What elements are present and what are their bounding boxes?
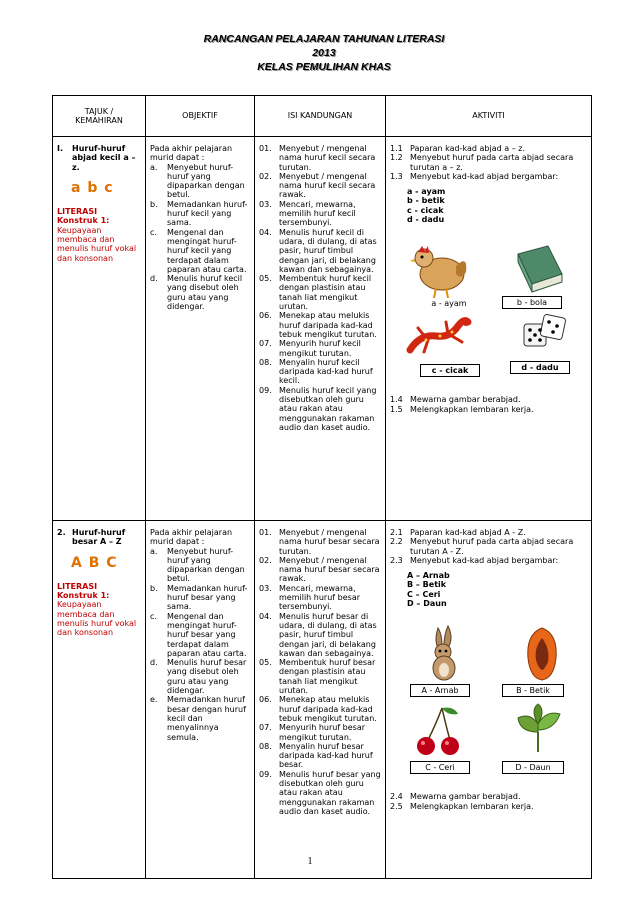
construct-description: Keupayaan membaca dan menulis huruf vokal dan konsonan	[57, 600, 137, 638]
list-item: 01. Menyebut / mengenal nama huruf besar secara turutan.	[259, 528, 380, 556]
list-item: e. Memadankan huruf besar dengan huruf kecil dan menyalinnya semula.	[150, 695, 246, 742]
document-title-line-1: RANCANGAN PELAJARAN TAHUNAN LITERASI	[203, 33, 445, 45]
list-item: 02. Menyebut / mengenal nama huruf kecil secara rawak.	[259, 171, 376, 200]
header-topic: TAJUK / KEMAHIRAN	[53, 96, 146, 137]
list-item: a. Menyebut huruf-huruf yang dipaparkan dengan betul.	[150, 546, 245, 584]
list-item: 2.2 Menyebut huruf pada carta abjad secara turutan A - Z.	[390, 537, 574, 556]
activity-cell	[386, 521, 592, 879]
objective-cell	[146, 521, 255, 879]
page-number: 1	[307, 856, 313, 867]
chicken-icon	[410, 244, 470, 300]
leaf-icon	[514, 702, 564, 756]
cherry-icon	[414, 704, 464, 758]
caption-card: A - Arnab	[410, 684, 470, 697]
header-activity: AKTIVITI	[386, 96, 592, 137]
construct-title: LITERASI	[57, 581, 98, 591]
list-item: 08. Menyalin huruf kecil daripada kad-kad huruf kecil.	[259, 357, 373, 386]
list-item: 03. Mencari, mewarna, memilih huruf besar tersembunyi.	[259, 583, 361, 612]
papaya-icon	[522, 624, 562, 682]
list-item: 01. Menyebut / mengenal nama huruf kecil secara turutan.	[259, 144, 376, 172]
list-item: 05. Membentuk huruf kecil dengan plastisin atau tanah liat mengikut urutan.	[259, 274, 372, 312]
caption-card: c - cicak	[420, 364, 480, 377]
list-item: 2.1 Paparan kad-kad abjad A - Z.	[390, 528, 526, 537]
document-title-line-3: KELAS PEMULIHAN KHAS	[257, 61, 391, 73]
caption-card: C - Ceri	[410, 761, 470, 774]
list-item: 07. Menyurih huruf besar mengikut turutan.	[259, 723, 366, 742]
dice-icon	[522, 314, 568, 356]
lesson-plan-table	[52, 95, 592, 879]
caption-card: b - bola	[502, 296, 562, 309]
list-item: 2.3 Menyebut kad-kad abjad bergambar:	[390, 555, 559, 565]
list-item: 06. Menekap atau melukis huruf daripada kad-kad tebuk mengikut turutan.	[259, 695, 377, 723]
book-icon	[512, 244, 568, 296]
content-cell	[255, 521, 386, 879]
construct-description: Keupayaan membaca dan menulis huruf vokal dan konsonan	[57, 225, 137, 263]
caption-card: a - ayam	[424, 298, 474, 309]
list-item: 1.3 Menyebut kad-kad abjad bergambar:	[390, 171, 559, 181]
list-item: 04. Menulis huruf kecil di udara, di dulang, di atas pasir, huruf timbul dengan jari, di belakang kawan dan sebagainya.	[259, 227, 377, 274]
objective-intro: Pada akhir pelajaran murid dapat :	[150, 528, 233, 547]
list-item: 04. Menulis huruf besar di udara, di dulang, di atas pasir, huruf timbul dengan jari, di belakang kawan dan sebagainya.	[259, 611, 377, 658]
construct-name: Konstruk 1:	[57, 216, 110, 226]
list-item: 2.4 Mewarna gambar berabjad.	[390, 792, 521, 802]
caption-card: d - dadu	[510, 361, 570, 374]
list-item: 1.5 Melengkapkan lembaran kerja.	[390, 404, 534, 414]
table-row	[53, 521, 592, 879]
topic-number: I.	[57, 144, 64, 153]
caption-card: B - Betik	[502, 684, 564, 697]
list-item: 07. Menyurih huruf kecil mengikut turutan.	[259, 339, 361, 358]
list-item: a. Menyebut huruf-huruf yang dipaparkan dengan betul.	[150, 162, 245, 200]
list-item: 09. Menulis huruf kecil yang disebutkan oleh guru atau rakan atau menggunakan rakaman audio dan kaset audio.	[259, 385, 377, 432]
list-item: d. Menulis huruf besar yang disebut oleh guru atau yang didengar.	[150, 658, 247, 696]
list-item: c. Mengenal dan mengingat huruf-huruf besar yang terdapat dalam paparan atau carta.	[150, 611, 247, 658]
header-objective: OBJEKTIF	[146, 96, 255, 137]
picture-cards	[390, 234, 587, 389]
table-row	[53, 137, 592, 521]
list-item: c. Mengenal dan mengingat huruf-huruf kecil yang terdapat dalam paparan atau carta.	[150, 227, 247, 274]
table-header-row	[53, 96, 592, 137]
list-item: 03. Mencari, mewarna, memilih huruf kecil tersembunyi.	[259, 199, 356, 228]
objective-intro: Pada akhir pelajaran murid dapat :	[150, 144, 233, 163]
topic-letters: A B C	[71, 554, 118, 571]
construct-title: LITERASI	[57, 207, 98, 217]
rabbit-icon	[426, 624, 462, 682]
picture-cards	[390, 618, 587, 778]
construct-name: Konstruk 1:	[57, 591, 110, 601]
objective-cell	[146, 137, 255, 521]
document-title-line-2: 2013	[312, 47, 336, 59]
picture-pairs: a - ayam b - betik c - cicak d - dadu	[407, 187, 446, 225]
topic-cell	[53, 521, 146, 879]
list-item: 1.2 Menyebut huruf pada carta abjad secara turutan a – z.	[390, 153, 574, 172]
list-item: 1.1 Paparan kad-kad abjad a – z.	[390, 144, 525, 153]
list-item: 2.5 Melengkapkan lembaran kerja.	[390, 801, 534, 811]
topic-title: Huruf-huruf abjad kecil a – z.	[72, 144, 136, 172]
list-item: 06. Menekap atau melukis huruf daripada kad-kad tebuk mengikut turutan.	[259, 311, 377, 339]
header-content: ISI KANDUNGAN	[255, 96, 386, 137]
list-item: b. Memadankan huruf-huruf besar yang sama.	[150, 583, 248, 612]
list-item: 1.4 Mewarna gambar berabjad.	[390, 395, 521, 405]
picture-pairs: A – Arnab B – Betik C – Ceri D – Daun	[407, 571, 450, 609]
list-item: 02. Menyebut / mengenal nama huruf besar secara rawak.	[259, 555, 380, 584]
gecko-icon	[406, 312, 472, 360]
list-item: 08. Menyalin huruf besar daripada kad-kad huruf besar.	[259, 741, 373, 770]
list-item: 09. Menulis huruf besar yang disebutkan oleh guru atau rakan atau menggunakan rakaman audio dan kaset audio.	[259, 769, 381, 816]
list-item: d. Menulis huruf kecil yang disebut oleh guru atau yang didengar.	[150, 274, 243, 312]
activity-cell	[386, 137, 592, 521]
topic-cell	[53, 137, 146, 521]
topic-title: Huruf-huruf besar A – Z	[72, 528, 126, 547]
caption-card: D - Daun	[502, 761, 564, 774]
topic-number: 2.	[57, 528, 66, 537]
topic-letters: a b c	[71, 179, 114, 196]
list-item: b. Memadankan huruf-huruf kecil yang sama.	[150, 199, 248, 228]
list-item: 05. Membentuk huruf besar dengan plastisin atau tanah liat mengikut urutan.	[259, 658, 376, 696]
content-cell	[255, 137, 386, 521]
